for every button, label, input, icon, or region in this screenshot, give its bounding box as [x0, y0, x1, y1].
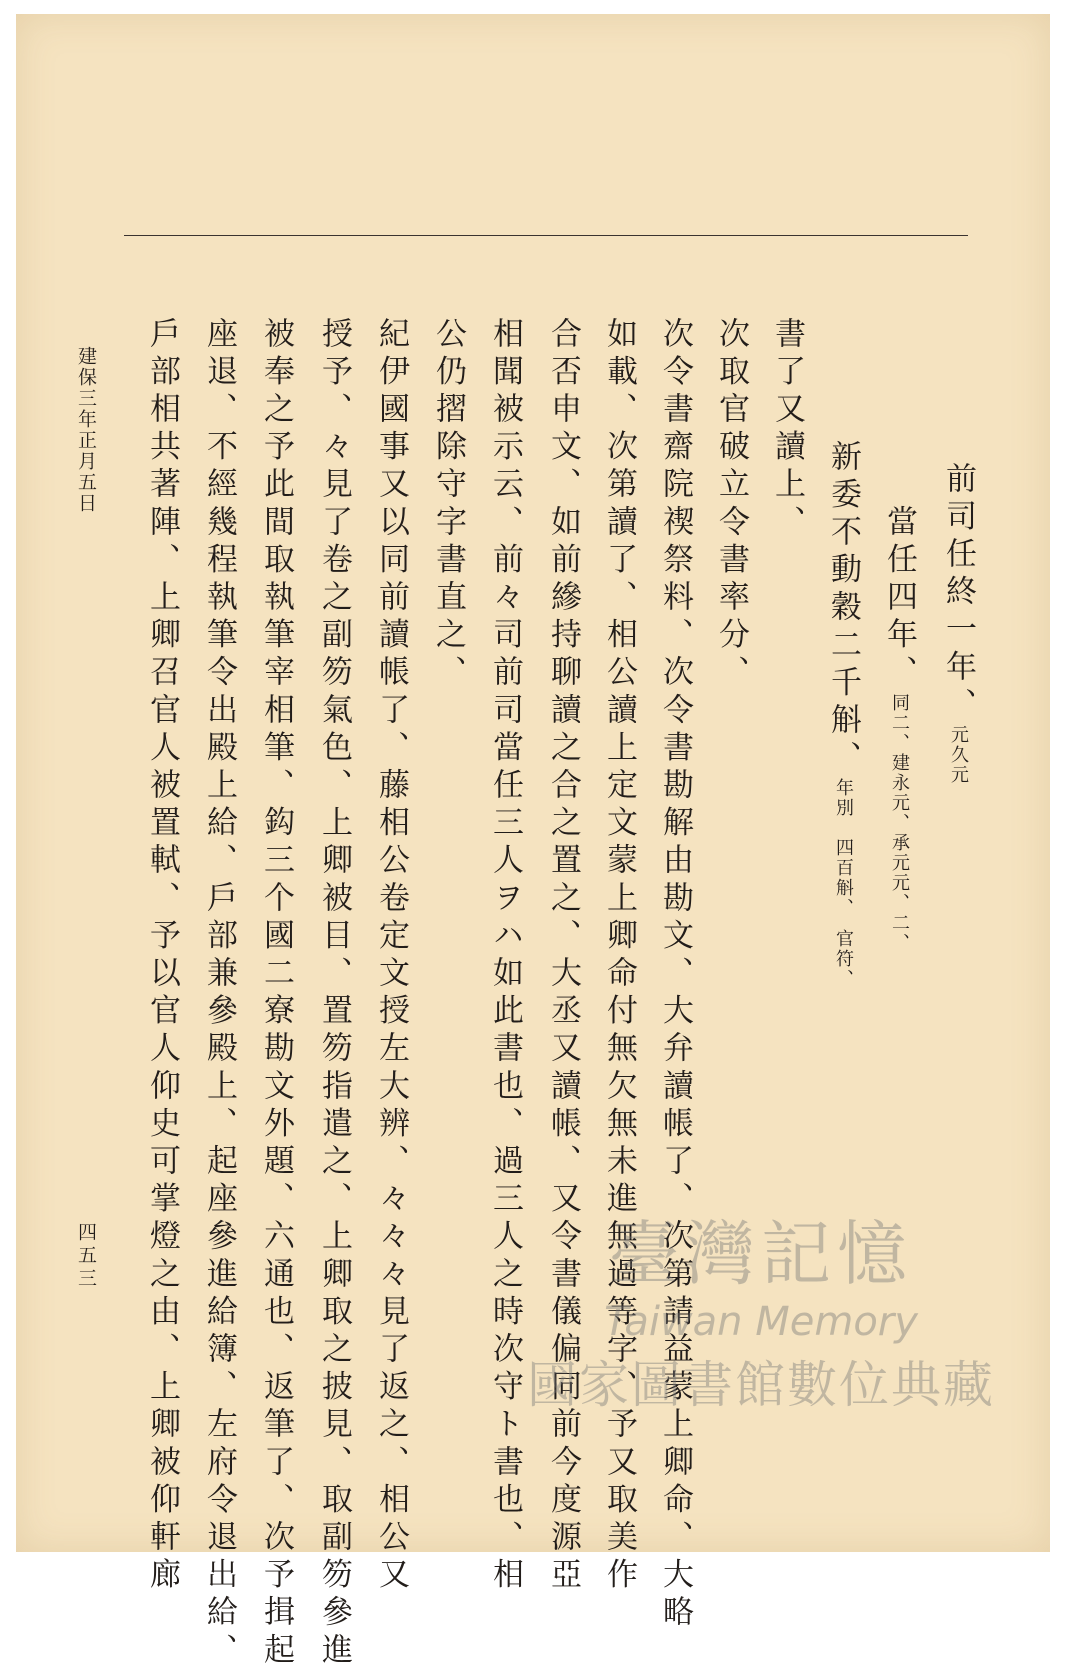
column-text: 當任四年、 — [881, 505, 917, 693]
column-text: 紀伊國事又以同前讀帳了、藤相公卷定文授左大辨、々々々見了返之、相公又 — [373, 317, 409, 1596]
column-text: 合否申文、如前縿持聊讀之合之置之、大丞又讀帳、又令書儀偏同前今度源亞 — [545, 317, 581, 1596]
column-note: 同二、建永元、承元元、二、 — [889, 693, 910, 953]
column-text: 相聞被示云、前々司前司當任三人ヲハ如此書也、過三人之時次守ト書也、相 — [487, 317, 523, 1596]
watermark — [511, 1194, 1011, 1464]
page-number: 四五三 — [75, 1222, 97, 1291]
watermark-english: Taiwan Memory — [604, 1299, 918, 1345]
text-column-1 — [940, 462, 976, 785]
text-column-15 — [144, 317, 180, 1595]
text-column-11 — [373, 317, 409, 1595]
text-column-5 — [713, 317, 749, 693]
column-note: 年別 四百斛、 官符、 — [833, 778, 854, 990]
column-text: 次取官破立令書率分、 — [713, 317, 749, 693]
column-text: 授予、々見了卷之副笏氣色、上卿被目、置笏指遣之、上卿取之披見、取副笏參進 — [316, 317, 352, 1671]
column-text: 座退、不經幾程執筆令出殿上給、戶部兼參殿上、起座參進給簿、左府令退出給、 — [201, 317, 237, 1671]
watermark-institution: 國家圖書館數位典藏 — [527, 1356, 995, 1414]
watermark-chinese: 臺灣記憶 — [609, 1213, 913, 1295]
document-page — [16, 14, 1050, 1671]
header-rule — [124, 235, 968, 236]
text-column-12 — [316, 317, 352, 1671]
column-text: 被奉之予此間取執筆宰相筆、鈎三个國二寮勘文外題、六通也、返筆了、次予揖起 — [258, 317, 294, 1671]
text-column-14 — [201, 317, 237, 1671]
column-text: 如載、次第讀了、相公讀上定文蒙上卿命付無欠無未進無過等字、予又取美作 — [601, 317, 637, 1596]
column-text: 次令書齋院禊祭料、次令書勘解由勘文、大弁讀帳了、次第請益蒙上卿命、大略 — [657, 317, 693, 1633]
column-text: 前司任終一年、 — [940, 462, 976, 726]
column-text: 書了又讀上、 — [769, 317, 805, 543]
text-column-13 — [258, 317, 294, 1671]
text-column-3 — [825, 440, 861, 989]
text-column-2 — [881, 505, 917, 953]
column-text: 公仍摺除守字書直之、 — [430, 317, 466, 693]
text-column-10 — [430, 317, 466, 693]
column-text: 戶部相共著陣、上卿召官人被置軾、予以官人仰史可掌燈之由、上卿被仰軒廊 — [144, 317, 180, 1596]
column-note: 元久元 — [948, 725, 969, 786]
column-text: 新委不動穀二千斛、 — [825, 440, 861, 779]
text-column-4 — [769, 317, 805, 543]
footer-date: 建保三年正月五日 — [75, 346, 97, 514]
